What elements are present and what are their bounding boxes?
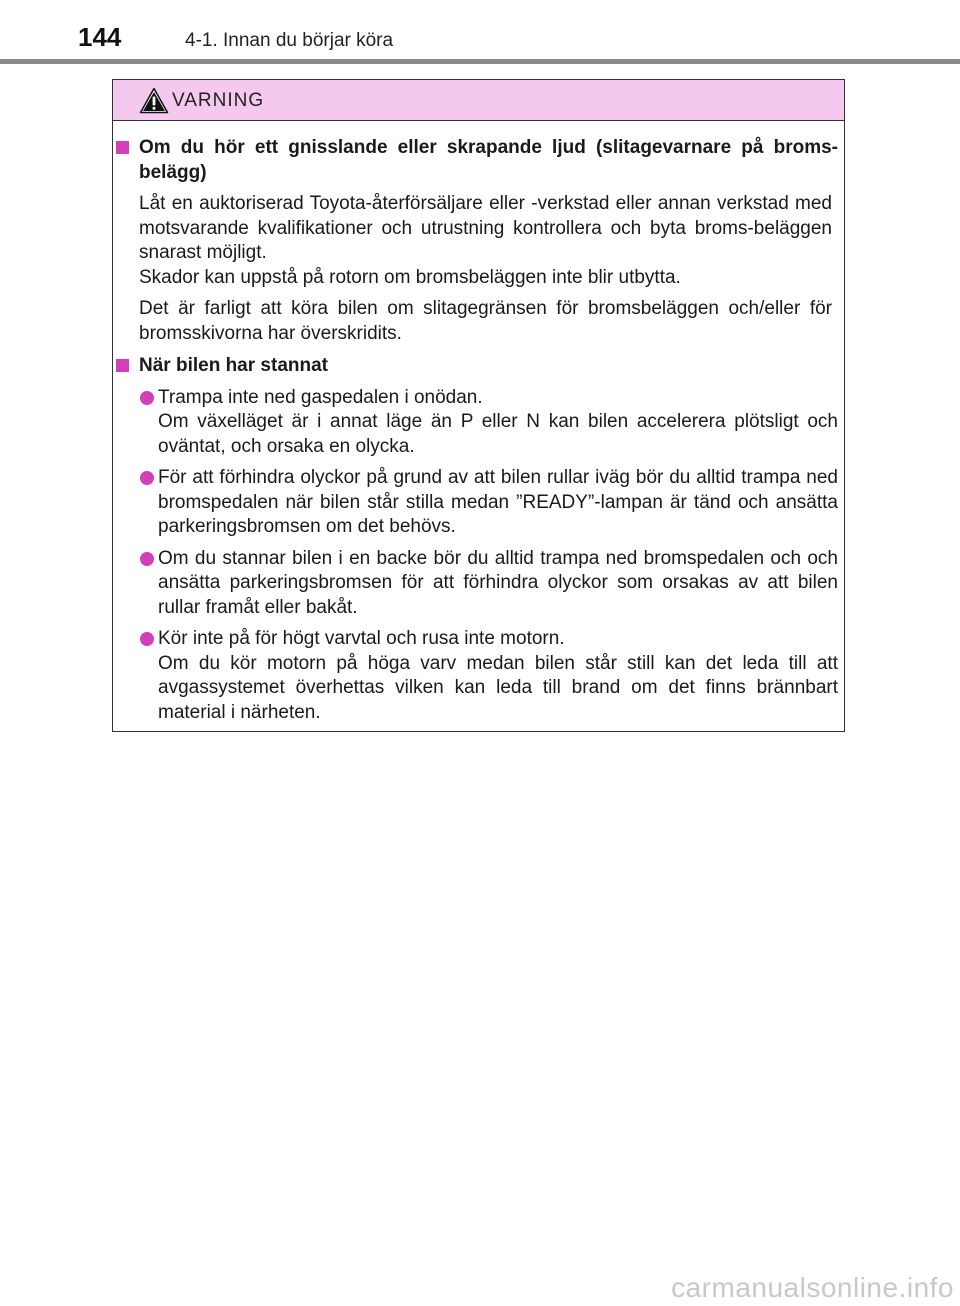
section-heading-brake-wear bbox=[113, 136, 846, 185]
list-item-line: Kör inte på för högt varvtal och rusa inte motorn. bbox=[158, 628, 565, 649]
heading-text: Om du hör ett gnisslande eller skrapande ljud (slitagevarnare på broms-belägg) bbox=[139, 137, 838, 183]
warning-triangle-icon bbox=[139, 87, 169, 114]
list-item-line: För att förhindra olyckor på grund av att bilen rullar iväg bör du alltid trampa ned bromspedalen när bilen står stilla medan ”READY”-lampan är tänd och ansätta parkeringsbromsen om det behövs. bbox=[158, 467, 838, 537]
list-item bbox=[113, 466, 846, 540]
watermark: carmanualsonline.info bbox=[671, 1272, 954, 1303]
section-heading-stopped bbox=[113, 354, 846, 379]
section-title: 4-1. Innan du börjar köra bbox=[185, 30, 394, 51]
warning-label: VARNING bbox=[172, 90, 265, 111]
list-item bbox=[113, 386, 846, 460]
page-number: 144 bbox=[78, 22, 122, 52]
list-item bbox=[113, 627, 846, 725]
page-header bbox=[0, 0, 960, 62]
list-item bbox=[113, 547, 846, 621]
square-bullet-icon bbox=[116, 141, 129, 154]
list-item-line: Trampa inte ned gaspedalen i onödan. bbox=[158, 386, 483, 408]
warning-box bbox=[112, 79, 845, 732]
paragraph-brake-service bbox=[113, 192, 846, 290]
paragraph-line: Skador kan uppstå på rotorn om bromsbeläggen inte blir utbytta. bbox=[139, 266, 681, 288]
circle-bullet-icon bbox=[140, 471, 154, 485]
circle-bullet-icon bbox=[140, 391, 154, 405]
list-item-line: Om du kör motorn på höga varv medan bilen står still kan det leda till att avgassystemet överhettas vilken kan leda till brand om det finns brännbart material i närheten. bbox=[158, 652, 838, 723]
circle-bullet-icon bbox=[140, 632, 154, 646]
circle-bullet-icon bbox=[140, 552, 154, 566]
paragraph-wear-limit: Det är farligt att köra bilen om slitagegränsen för bromsbeläggen och/eller för bromsskivorna har överskridits. bbox=[139, 298, 832, 344]
heading-text: När bilen har stannat bbox=[139, 355, 328, 376]
square-bullet-icon bbox=[116, 359, 129, 372]
warning-content bbox=[113, 136, 846, 725]
paragraph-line: Låt en auktoriserad Toyota-återförsäljare eller -verkstad eller annan verkstad med motsvarande kvalifikationer och utrustning kontrollera och byta broms-beläggen snarast möjligt. bbox=[139, 193, 832, 263]
header-rule bbox=[0, 59, 960, 64]
list-item-line: Om växelläget är i annat läge än P eller N kan bilen accelerera plötsligt och oväntat, och orsaka en olycka. bbox=[158, 411, 838, 457]
list-item-line: Om du stannar bilen i en backe bör du alltid trampa ned bromspedalen och och ansätta parkeringsbromsen för att förhindra olyckor som orsakas av att bilen rullar framåt eller bakåt. bbox=[158, 547, 838, 618]
warning-header bbox=[113, 80, 844, 121]
